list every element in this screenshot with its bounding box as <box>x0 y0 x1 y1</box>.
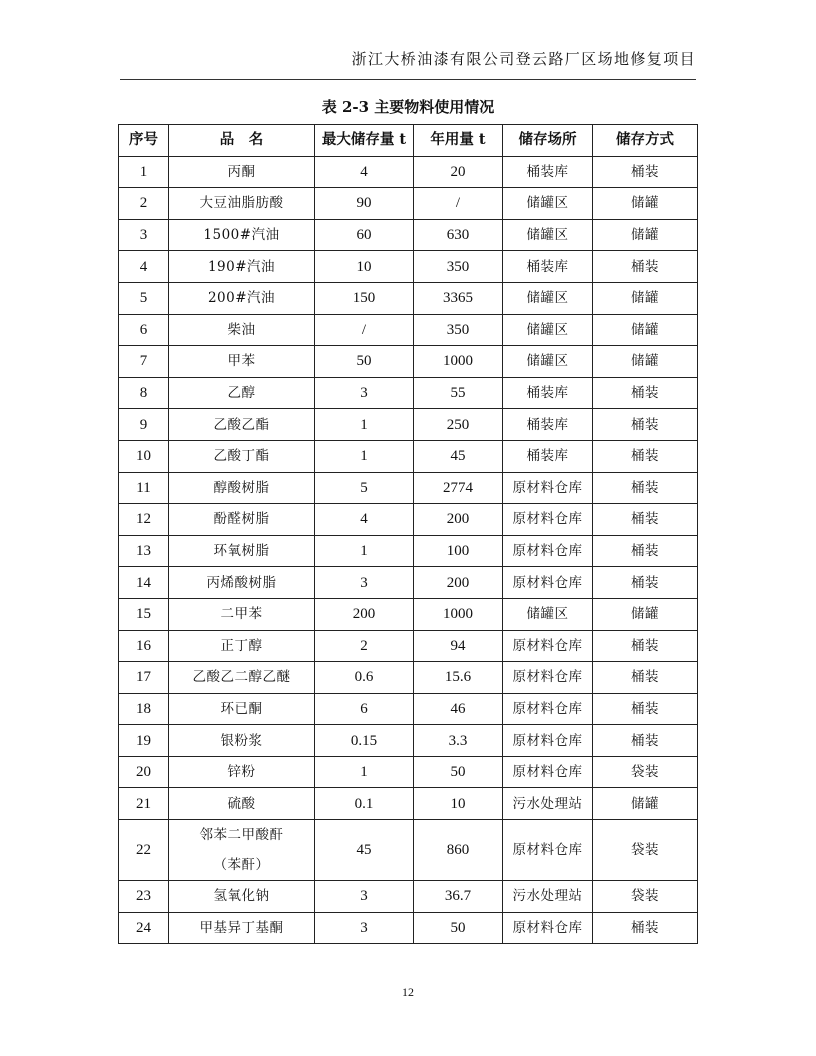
cell-location: 桶装库 <box>503 251 593 283</box>
table-row <box>119 156 698 188</box>
cell-method: 储罐 <box>593 219 698 251</box>
cell-name: 大豆油脂肪酸 <box>169 188 315 220</box>
cell-location: 桶装库 <box>503 156 593 188</box>
cell-annual-use: 100 <box>414 535 503 567</box>
cell-name-main: 邻苯二甲酸酐 <box>199 827 284 844</box>
cell-location: 原材料仓库 <box>503 504 593 536</box>
document-header-title: 浙江大桥油漆有限公司登云路厂区场地修复项目 <box>351 50 696 68</box>
cell-max-storage: 1 <box>315 440 414 472</box>
cell-annual-use: 46 <box>414 693 503 725</box>
cell-method: 袋装 <box>593 756 698 788</box>
cell-no: 22 <box>119 820 169 881</box>
cell-method: 桶装 <box>593 409 698 441</box>
cell-max-storage: 1 <box>315 535 414 567</box>
table-row <box>119 377 698 409</box>
cell-max-storage: 0.1 <box>315 788 414 820</box>
cell-method: 桶装 <box>593 377 698 409</box>
cell-name: 正丁醇 <box>169 630 315 662</box>
column-header-name: 品 名 <box>169 125 315 157</box>
table-header-row <box>119 125 698 157</box>
cell-name: 乙酸乙酯 <box>169 409 315 441</box>
cell-no: 14 <box>119 567 169 599</box>
materials-table <box>118 124 698 944</box>
table-row <box>119 662 698 694</box>
cell-annual-use: 250 <box>414 409 503 441</box>
table-row <box>119 346 698 378</box>
cell-name: 乙酸乙二醇乙醚 <box>169 662 315 694</box>
cell-method: 桶装 <box>593 725 698 757</box>
cell-method: 桶装 <box>593 440 698 472</box>
cell-max-storage: 3 <box>315 881 414 913</box>
header-divider <box>120 79 696 80</box>
cell-no: 3 <box>119 219 169 251</box>
cell-max-storage: 50 <box>315 346 414 378</box>
cell-name: 甲基异丁基酮 <box>169 912 315 944</box>
cell-name: 酚醛树脂 <box>169 504 315 536</box>
cell-name: 醇酸树脂 <box>169 472 315 504</box>
table-row <box>119 630 698 662</box>
table-row <box>119 472 698 504</box>
cell-no: 23 <box>119 881 169 913</box>
cell-max-storage: / <box>315 314 414 346</box>
cell-max-storage: 4 <box>315 156 414 188</box>
cell-method: 桶装 <box>593 251 698 283</box>
cell-method: 桶装 <box>593 472 698 504</box>
cell-location: 原材料仓库 <box>503 725 593 757</box>
cell-max-storage: 6 <box>315 693 414 725</box>
cell-method: 袋装 <box>593 881 698 913</box>
cell-max-storage: 90 <box>315 188 414 220</box>
table-row <box>119 314 698 346</box>
cell-location: 原材料仓库 <box>503 567 593 599</box>
cell-name: 银粉浆 <box>169 725 315 757</box>
cell-location: 原材料仓库 <box>503 662 593 694</box>
cell-method: 桶装 <box>593 630 698 662</box>
page-number: 12 <box>402 985 414 999</box>
cell-location: 储罐区 <box>503 282 593 314</box>
cell-max-storage: 10 <box>315 251 414 283</box>
cell-no: 24 <box>119 912 169 944</box>
cell-location: 原材料仓库 <box>503 693 593 725</box>
cell-method: 桶装 <box>593 535 698 567</box>
cell-annual-use: 3365 <box>414 282 503 314</box>
table-row <box>119 409 698 441</box>
cell-annual-use: 20 <box>414 156 503 188</box>
column-header-method: 储存方式 <box>593 125 698 157</box>
cell-no: 9 <box>119 409 169 441</box>
cell-annual-use: 200 <box>414 567 503 599</box>
cell-no: 5 <box>119 282 169 314</box>
cell-max-storage: 5 <box>315 472 414 504</box>
cell-method: 储罐 <box>593 598 698 630</box>
table-row <box>119 820 698 881</box>
table-row <box>119 219 698 251</box>
cell-method: 储罐 <box>593 314 698 346</box>
cell-name: 柴油 <box>169 314 315 346</box>
cell-no: 10 <box>119 440 169 472</box>
cell-no: 6 <box>119 314 169 346</box>
cell-annual-use: 50 <box>414 912 503 944</box>
cell-name: 丙酮 <box>169 156 315 188</box>
cell-location: 原材料仓库 <box>503 630 593 662</box>
cell-no: 15 <box>119 598 169 630</box>
cell-name: 200#汽油 <box>169 282 315 314</box>
cell-location: 储罐区 <box>503 346 593 378</box>
cell-annual-use: 1000 <box>414 598 503 630</box>
cell-method: 储罐 <box>593 188 698 220</box>
cell-max-storage: 200 <box>315 598 414 630</box>
cell-method: 桶装 <box>593 912 698 944</box>
cell-method: 储罐 <box>593 282 698 314</box>
cell-method: 袋装 <box>593 820 698 881</box>
cell-max-storage: 3 <box>315 567 414 599</box>
table-row <box>119 282 698 314</box>
cell-method: 储罐 <box>593 788 698 820</box>
cell-annual-use: 350 <box>414 314 503 346</box>
cell-location: 桶装库 <box>503 377 593 409</box>
cell-name: 丙烯酸树脂 <box>169 567 315 599</box>
cell-no: 16 <box>119 630 169 662</box>
column-header-annual-use: 年用量 t <box>414 125 503 157</box>
cell-annual-use: 2774 <box>414 472 503 504</box>
cell-location: 储罐区 <box>503 219 593 251</box>
cell-annual-use: 350 <box>414 251 503 283</box>
cell-name: 190#汽油 <box>169 251 315 283</box>
table-row <box>119 567 698 599</box>
cell-max-storage: 1 <box>315 756 414 788</box>
cell-annual-use: 630 <box>414 219 503 251</box>
cell-location: 储罐区 <box>503 314 593 346</box>
cell-no: 17 <box>119 662 169 694</box>
table-row <box>119 598 698 630</box>
cell-location: 污水处理站 <box>503 788 593 820</box>
cell-location: 原材料仓库 <box>503 756 593 788</box>
cell-annual-use: 15.6 <box>414 662 503 694</box>
table-row <box>119 693 698 725</box>
cell-max-storage: 3 <box>315 377 414 409</box>
cell-annual-use: 3.3 <box>414 725 503 757</box>
cell-method: 桶装 <box>593 567 698 599</box>
cell-no: 4 <box>119 251 169 283</box>
cell-method: 桶装 <box>593 156 698 188</box>
cell-location: 原材料仓库 <box>503 912 593 944</box>
cell-name: 乙酸丁酯 <box>169 440 315 472</box>
cell-method: 桶装 <box>593 662 698 694</box>
cell-location: 污水处理站 <box>503 881 593 913</box>
cell-no: 19 <box>119 725 169 757</box>
cell-annual-use: 860 <box>414 820 503 881</box>
table-row <box>119 535 698 567</box>
cell-max-storage: 0.15 <box>315 725 414 757</box>
table-row <box>119 504 698 536</box>
cell-no: 20 <box>119 756 169 788</box>
table-row <box>119 881 698 913</box>
cell-method: 储罐 <box>593 346 698 378</box>
cell-no: 2 <box>119 188 169 220</box>
cell-location: 储罐区 <box>503 188 593 220</box>
cell-name <box>169 820 315 881</box>
cell-max-storage: 0.6 <box>315 662 414 694</box>
table-body <box>119 156 698 944</box>
cell-name-note: （苯酐） <box>213 857 270 874</box>
cell-max-storage: 1 <box>315 409 414 441</box>
cell-no: 11 <box>119 472 169 504</box>
cell-annual-use: 50 <box>414 756 503 788</box>
cell-annual-use: 94 <box>414 630 503 662</box>
cell-annual-use: 45 <box>414 440 503 472</box>
cell-max-storage: 150 <box>315 282 414 314</box>
cell-name: 二甲苯 <box>169 598 315 630</box>
cell-annual-use: / <box>414 188 503 220</box>
cell-method: 桶装 <box>593 693 698 725</box>
table-caption: 表 2-3 主要物料使用情况 <box>321 98 495 116</box>
cell-max-storage: 60 <box>315 219 414 251</box>
cell-annual-use: 200 <box>414 504 503 536</box>
cell-no: 18 <box>119 693 169 725</box>
cell-annual-use: 10 <box>414 788 503 820</box>
cell-no: 1 <box>119 156 169 188</box>
cell-location: 桶装库 <box>503 409 593 441</box>
table-row <box>119 188 698 220</box>
cell-annual-use: 1000 <box>414 346 503 378</box>
cell-name: 乙醇 <box>169 377 315 409</box>
cell-name: 硫酸 <box>169 788 315 820</box>
cell-no: 21 <box>119 788 169 820</box>
table-row <box>119 725 698 757</box>
cell-method: 桶装 <box>593 504 698 536</box>
cell-annual-use: 55 <box>414 377 503 409</box>
cell-location: 原材料仓库 <box>503 535 593 567</box>
cell-max-storage: 45 <box>315 820 414 881</box>
cell-location: 储罐区 <box>503 598 593 630</box>
cell-no: 8 <box>119 377 169 409</box>
table-row <box>119 756 698 788</box>
table-row <box>119 440 698 472</box>
table-row <box>119 788 698 820</box>
cell-annual-use: 36.7 <box>414 881 503 913</box>
cell-name: 氢氧化钠 <box>169 881 315 913</box>
cell-location: 原材料仓库 <box>503 820 593 881</box>
cell-max-storage: 4 <box>315 504 414 536</box>
cell-name: 环已酮 <box>169 693 315 725</box>
column-header-max-storage: 最大储存量 t <box>315 125 414 157</box>
table-row <box>119 912 698 944</box>
cell-no: 13 <box>119 535 169 567</box>
cell-location: 桶装库 <box>503 440 593 472</box>
cell-name: 1500#汽油 <box>169 219 315 251</box>
cell-max-storage: 3 <box>315 912 414 944</box>
cell-name: 环氧树脂 <box>169 535 315 567</box>
cell-no: 7 <box>119 346 169 378</box>
cell-name: 锌粉 <box>169 756 315 788</box>
column-header-no: 序号 <box>119 125 169 157</box>
table-row <box>119 251 698 283</box>
column-header-location: 储存场所 <box>503 125 593 157</box>
cell-max-storage: 2 <box>315 630 414 662</box>
cell-no: 12 <box>119 504 169 536</box>
cell-name: 甲苯 <box>169 346 315 378</box>
cell-location: 原材料仓库 <box>503 472 593 504</box>
